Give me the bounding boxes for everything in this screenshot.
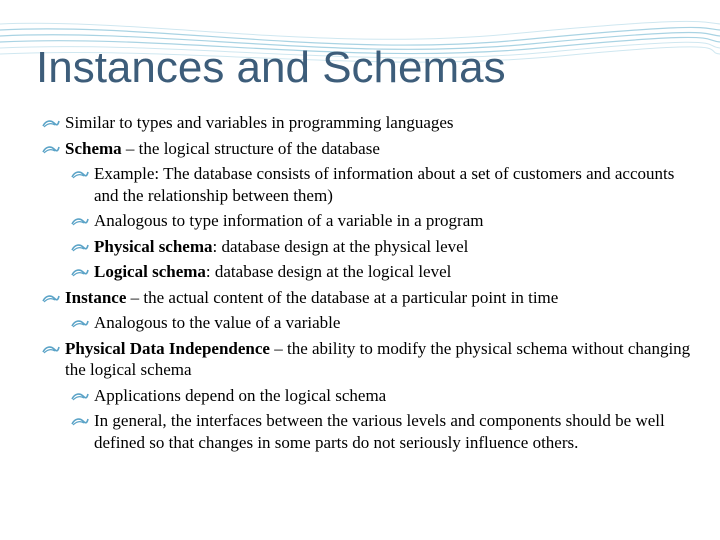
list-item-term: Instance (65, 287, 127, 307)
list-item-text: : database design at the physical level (212, 236, 469, 256)
leaf-wave-bullet-icon (71, 267, 89, 277)
list-item-text: Applications depend on the logical schema (94, 385, 387, 405)
leaf-wave-bullet-icon (42, 144, 60, 154)
leaf-wave-bullet-icon (42, 344, 60, 354)
leaf-wave-bullet-icon (42, 293, 60, 303)
list-item-text: Example: The database consists of information about a set of customers and accounts and the relationship between them) (94, 164, 675, 205)
list-item (42, 210, 702, 232)
list-item-text: In general, the interfaces between the various levels and components should be well defined so that changes in some parts do not seriously influence others. (94, 411, 665, 452)
list-item-text: – the logical structure of the database (121, 138, 380, 158)
slide-title: Instances and Schemas (36, 43, 506, 92)
list-item-text: Analogous to the value of a variable (94, 313, 341, 332)
leaf-wave-bullet-icon (71, 391, 89, 401)
list-item-text: : database design at the logical level (205, 262, 452, 281)
list-item-text: – the ability to modify the physical schema without changing the logical schema (65, 338, 691, 379)
list-item-term: Physical Data Independence (65, 338, 270, 358)
list-item (42, 138, 702, 160)
list-item-text: – the actual content of the database at a particular point in time (126, 287, 559, 307)
leaf-wave-bullet-icon (71, 318, 89, 328)
list-item (42, 112, 702, 134)
list-item (42, 163, 702, 206)
list-item-term: Logical schema (94, 262, 206, 281)
list-item-term: Schema (65, 138, 122, 158)
list-item (42, 338, 702, 381)
list-item (42, 385, 702, 407)
list-item (42, 287, 702, 309)
leaf-wave-bullet-icon (71, 416, 89, 426)
bullet-list (42, 112, 702, 453)
leaf-wave-bullet-icon (71, 169, 89, 179)
list-item (42, 410, 702, 453)
list-item-term: Physical schema (94, 236, 213, 256)
leaf-wave-bullet-icon (71, 242, 89, 252)
list-item (42, 261, 702, 283)
list-item-text: Similar to types and variables in programming languages (65, 113, 454, 132)
leaf-wave-bullet-icon (42, 118, 60, 128)
leaf-wave-bullet-icon (71, 216, 89, 226)
list-item (42, 312, 702, 334)
list-item (42, 236, 702, 258)
list-item-text: Analogous to type information of a variable in a program (94, 211, 484, 230)
